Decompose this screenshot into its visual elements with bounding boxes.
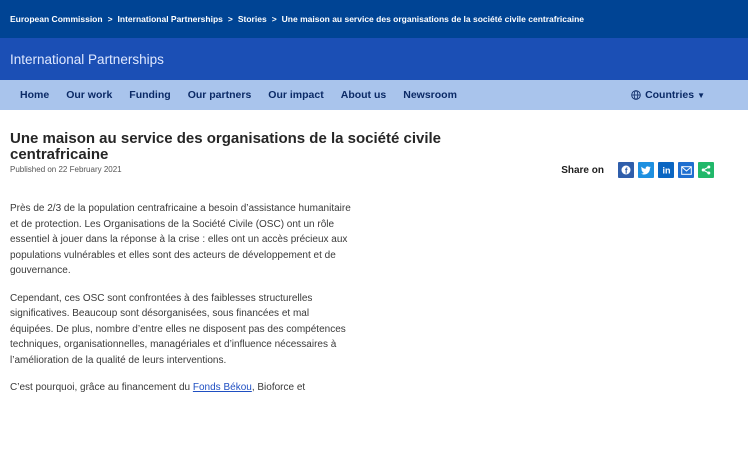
nav-item-our-partners[interactable]: Our partners — [187, 89, 252, 101]
nav-item-newsroom[interactable]: Newsroom — [403, 89, 457, 101]
nav-item-our-work[interactable]: Our work — [66, 89, 113, 101]
breadcrumb-separator: > — [107, 14, 113, 24]
nav-item-funding[interactable]: Funding — [129, 89, 171, 101]
main-navigation — [0, 80, 748, 110]
paragraph-text: , Bioforce et — [251, 382, 306, 393]
fonds-bekou-link[interactable]: Fonds Békou — [192, 382, 252, 393]
breadcrumb-link-stories[interactable]: Stories — [237, 14, 267, 24]
nav-item-our-impact[interactable]: Our impact — [268, 89, 324, 101]
svg-text:in: in — [662, 165, 670, 175]
site-name[interactable]: International Partnerships — [10, 51, 164, 67]
nav-item-home[interactable]: Home — [20, 89, 50, 101]
article-body — [10, 201, 355, 396]
share-label: Share on — [561, 164, 604, 176]
paragraph-text: C’est pourquoi, grâce au financement du — [10, 382, 193, 393]
site-header — [0, 38, 748, 80]
article-paragraph — [10, 380, 355, 396]
breadcrumb-link-european-commission[interactable]: European Commission — [10, 14, 103, 24]
share-bar — [561, 162, 714, 178]
countries-label: Countries — [645, 89, 695, 101]
countries-dropdown[interactable] — [631, 80, 705, 110]
breadcrumb-separator: > — [227, 14, 233, 24]
article-paragraph: Cependant, ces OSC sont confrontées à des faiblesses structurelles significatives. Beaucoup sont désorganisées, sous financées et mal équipées. De plus, nombre d’entre elles ne disposent pas des compétences techniques, organisationnelles, managériales et d’influence nécessaires à l’amélioration de la qualité de leurs interventions. — [10, 292, 346, 366]
facebook-icon[interactable] — [618, 162, 634, 178]
nav-item-about-us[interactable]: About us — [340, 89, 387, 101]
svg-text:f: f — [624, 166, 628, 175]
breadcrumb — [0, 0, 748, 38]
linkedin-icon[interactable] — [658, 162, 674, 178]
published-date: Published on 22 February 2021 — [10, 165, 122, 174]
breadcrumb-current: Une maison au service des organisations de la société civile centrafricaine — [281, 14, 585, 24]
article-paragraph: Près de 2/3 de la population centrafricaine a besoin d’assistance humanitaire et de protection. Les Organisations de la Société Civile (OSC) ont un rôle essentiel à jouer dans la réponse à la crise : elles ont un accès précieux aux populations vulnérables et elles sont des acteurs de développement et de gouvernance. — [10, 203, 351, 276]
globe-icon — [631, 90, 641, 100]
article — [0, 131, 748, 396]
share-icon[interactable] — [698, 162, 714, 178]
twitter-icon[interactable] — [638, 162, 654, 178]
chevron-down-icon: ▼ — [697, 90, 705, 100]
email-icon[interactable] — [678, 162, 694, 178]
page-title: Une maison au service des organisations de la société civile centrafricaine — [10, 130, 442, 163]
breadcrumb-separator: > — [271, 14, 277, 24]
breadcrumb-link-international-partnerships[interactable]: International Partnerships — [117, 14, 223, 24]
